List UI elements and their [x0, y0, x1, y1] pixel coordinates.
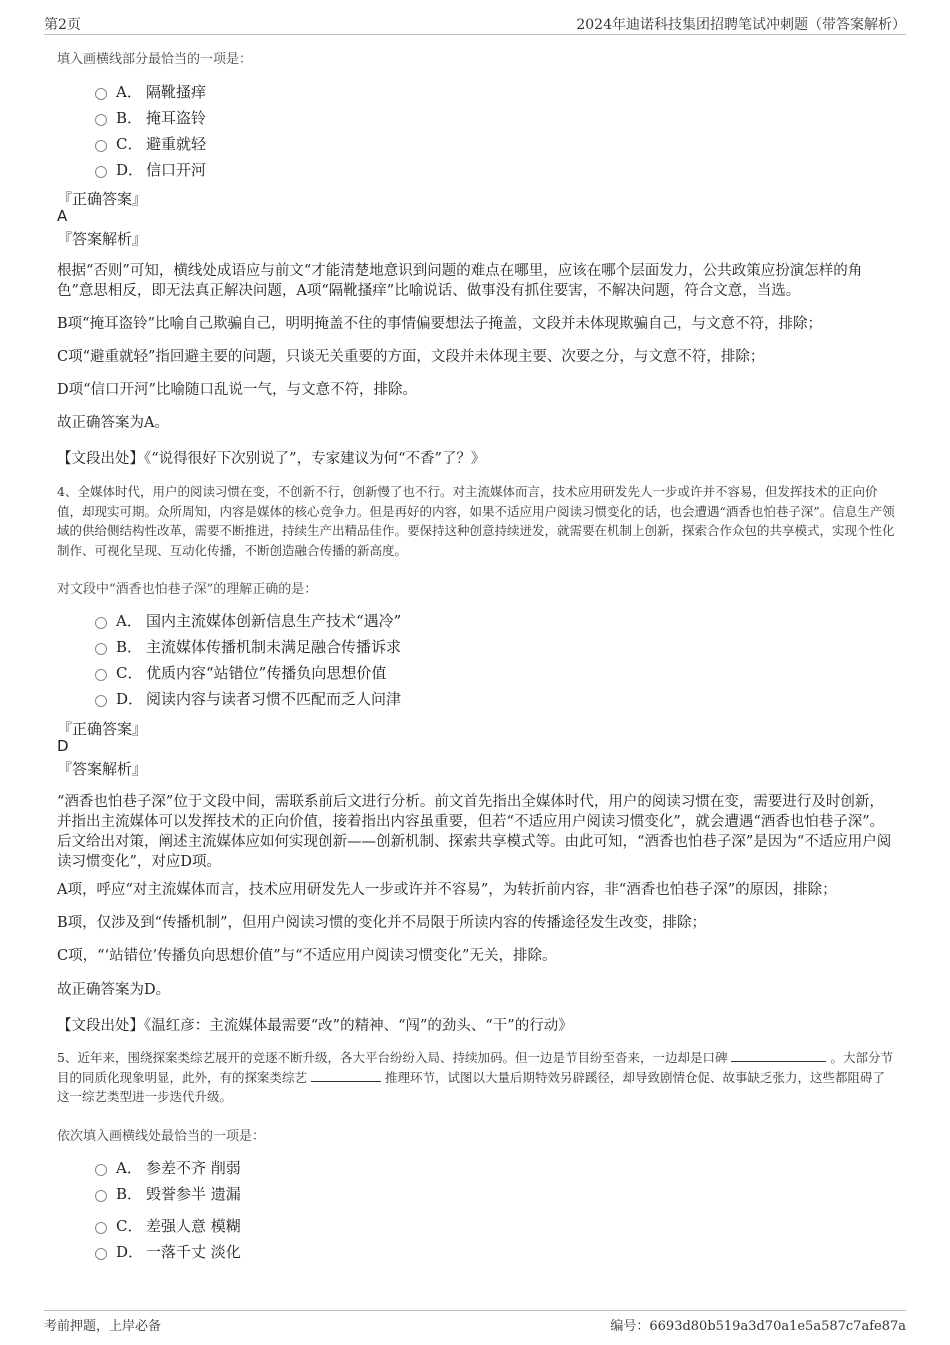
- q4-option-b[interactable]: B． 主流媒体传播机制未满足融合传播诉求: [95, 637, 401, 657]
- q4-answer-label: 『正确答案』: [57, 720, 148, 738]
- q3-option-b[interactable]: B． 掩耳盗铃: [95, 108, 206, 128]
- option-text: 信口开河: [146, 161, 207, 179]
- q3-answer-label: 『正确答案』: [57, 190, 148, 208]
- q3-analysis-5: 故正确答案为A。: [57, 415, 169, 431]
- q3-prompt: 填入画横线部分最恰当的一项是：: [57, 52, 253, 67]
- option-text: 主流媒体传播机制未满足融合传播诉求: [146, 638, 402, 656]
- q4-prompt: 对文段中“酒香也怕巷子深”的理解正确的是：: [57, 582, 318, 597]
- option-text: 差强人意 模糊: [146, 1217, 241, 1235]
- radio-icon[interactable]: [95, 695, 107, 707]
- q4-option-c[interactable]: C． 优质内容“站错位”传播负向思想价值: [95, 663, 386, 683]
- q4-analysis-label: 『答案解析』: [57, 760, 148, 778]
- q3-option-d[interactable]: D． 信口开河: [95, 160, 206, 180]
- q3-analysis-4: D项“信口开河”比喻随口乱说一气，与文意不符，排除。: [57, 382, 417, 398]
- page-footer: [44, 1310, 906, 1335]
- q5-option-d[interactable]: D． 一落千丈 淡化: [95, 1242, 241, 1262]
- footer-slogan: 考前押题，上岸必备: [44, 1319, 162, 1334]
- radio-icon[interactable]: [95, 114, 107, 126]
- radio-icon[interactable]: [95, 617, 107, 629]
- radio-icon[interactable]: [95, 1222, 107, 1234]
- q3-option-c[interactable]: C． 避重就轻: [95, 134, 206, 154]
- document-id: 编号：6693d80b519a3d70a1e5a587c7afe87a: [610, 1319, 906, 1334]
- q3-analysis-3: C项“避重就轻”指回避主要的问题，只谈无关重要的方面，文段并未体现主要、次要之分，与文意不符，排除；: [57, 349, 765, 365]
- q4-option-d[interactable]: D． 阅读内容与读者习惯不匹配而乏人问津: [95, 689, 401, 709]
- radio-icon[interactable]: [95, 669, 107, 681]
- q3-source: 【文段出处】《“说得很好下次别说了”，专家建议为何“不香”了？》: [57, 451, 486, 467]
- document-title: 2024年迪诺科技集团招聘笔试冲刺题（带答案解析）: [576, 17, 906, 33]
- option-text: 一落千丈 淡化: [146, 1243, 241, 1261]
- q4-analysis-2: A项，呼应“对主流媒体而言，技术应用研发先人一步或许并不容易”，为转折前内容，非“酒香也怕巷子深”的原因，排除；: [57, 882, 837, 898]
- q5-prompt: 依次填入画横线处最恰当的一项是：: [57, 1129, 266, 1144]
- radio-icon[interactable]: [95, 643, 107, 655]
- q5-option-b[interactable]: B． 毁誉参半 遗漏: [95, 1184, 241, 1204]
- option-text: 国内主流媒体创新信息生产技术“遇冷”: [146, 612, 402, 630]
- option-text: 避重就轻: [146, 135, 207, 153]
- q3-analysis-label: 『答案解析』: [57, 230, 148, 248]
- q4-analysis-5: 故正确答案为D。: [57, 982, 171, 998]
- option-text: 隔靴搔痒: [146, 83, 207, 101]
- q4-analysis-3: B项，仅涉及到“传播机制”，但用户阅读习惯的变化并不局限于所读内容的传播途径发生改变，排除；: [57, 915, 706, 931]
- option-text: 参差不齐 削弱: [146, 1159, 241, 1177]
- option-text: 阅读内容与读者习惯不匹配而乏人问津: [146, 690, 402, 708]
- radio-icon[interactable]: [95, 1190, 107, 1202]
- q5-option-a[interactable]: A． 参差不齐 削弱: [95, 1158, 241, 1178]
- q5-option-c[interactable]: C． 差强人意 模糊: [95, 1216, 241, 1236]
- q4-analysis-1: “酒香也怕巷子深”位于文段中间，需联系前后文进行分析。前文首先指出全媒体时代，用户的阅读习惯在变，需要进行及时创新，并指出主流媒体可以发挥技术的正向价值，接着指出内容虽重要，但若“不适应用户阅读习惯变化”，就会遭遇“酒香也怕巷子深”。后文给出对策，阐述主流媒体应如何实现创新——创新机制、探索共享模式等。由此可知，“酒香也怕巷子深”是因为“不适应用户阅读习惯变化”，对应D项。: [57, 794, 892, 870]
- q4-analysis-4: C项，“‘站错位’传播负向思想价值”与“不适应用户阅读习惯变化”无关，排除。: [57, 948, 557, 964]
- fill-blank-1: [731, 1049, 826, 1062]
- option-text: 毁誉参半 遗漏: [146, 1185, 241, 1203]
- option-text: 优质内容“站错位”传播负向思想价值: [146, 664, 387, 682]
- radio-icon[interactable]: [95, 140, 107, 152]
- page-number: 第2页: [44, 17, 81, 33]
- page-header: [44, 14, 906, 35]
- q3-analysis-2: B项“掩耳盗铃”比喻自己欺骗自己，明明掩盖不住的事情偏要想法子掩盖，文段并未体现欺骗自己，与文意不符，排除；: [57, 316, 822, 332]
- radio-icon[interactable]: [95, 1164, 107, 1176]
- radio-icon[interactable]: [95, 1248, 107, 1260]
- q3-answer: A: [57, 207, 68, 225]
- q4-option-a[interactable]: A． 国内主流媒体创新信息生产技术“遇冷”: [95, 611, 401, 631]
- q3-analysis-1: 根据“否则”可知，横线处成语应与前文“才能清楚地意识到问题的难点在哪里，应该在哪个层面发力，公共政策应扮演怎样的角色”意思相反，即无法真正解决问题，A项“隔靴搔痒”比喻说话、做事没有抓住要害，不解决问题，符合文意，当选。: [57, 263, 863, 299]
- radio-icon[interactable]: [95, 88, 107, 100]
- q4-source: 【文段出处】《温红彦：主流媒体最需要“改”的精神、“闯”的劲头、“干”的行动》: [57, 1018, 573, 1034]
- q4-stem: 4、全媒体时代，用户的阅读习惯在变，不创新不行，创新慢了也不行。对主流媒体而言，技术应用研发先人一步或许并不容易，但发挥技术的正向价值，却现实可期。众所周知，内容是媒体的核心竞争力。但是再好的内容，如果不适应用户阅读习惯变化的话，也会遭遇“酒香也怕巷子深”。信息生产领域的供给侧结构性改革，需要不断推进，持续生产出精品佳作。要保持这种创意持续迸发，就需要在机制上创新，探索合作众包的共享模式，实现个性化制作、可视化呈现、互动化传播，不断创造融合传播的新高度。: [57, 484, 895, 558]
- radio-icon[interactable]: [95, 166, 107, 178]
- option-text: 掩耳盗铃: [146, 109, 207, 127]
- q5-stem: 5、近年来，围绕探案类综艺展开的竞逐不断升级，各大平台纷纷入局、持续加码。但一边是节目纷至沓来，一边却是口碑 。大部分节目的同质化现象明显，此外，有的探案类综艺 推理环节，试图以大量后期特效另辟蹊径，却导致剧情仓促、故事缺乏张力，这些都阻碍了这一综艺类型进一步迭代升级。: [57, 1050, 893, 1104]
- fill-blank-2: [311, 1069, 381, 1082]
- q3-option-a[interactable]: A． 隔靴搔痒: [95, 82, 206, 102]
- q4-answer: D: [57, 737, 69, 755]
